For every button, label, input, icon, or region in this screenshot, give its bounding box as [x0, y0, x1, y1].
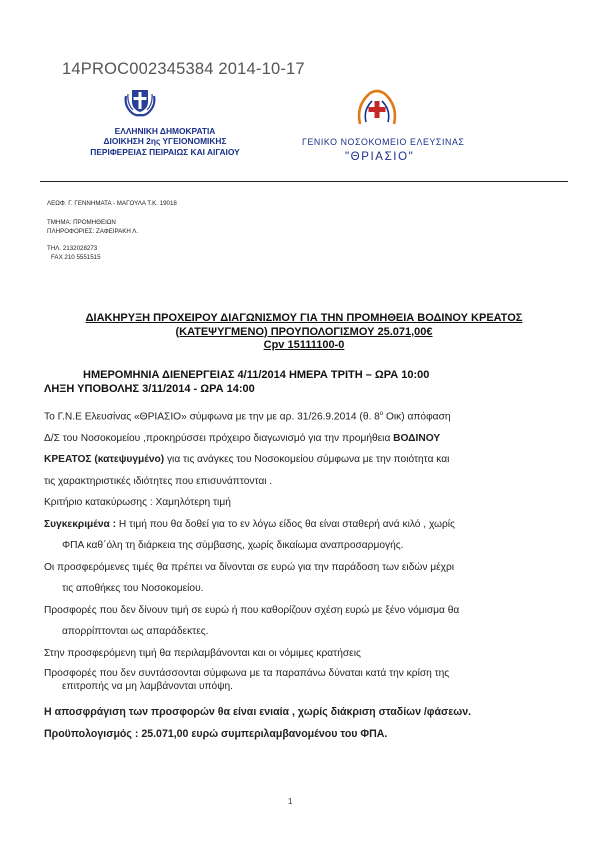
paragraph-criterion: Κριτήριο κατακύρωσης : Χαμηλότερη τιμή: [44, 497, 231, 509]
department-line: ΤΜΗΜΑ: ΠΡΟΜΗΘΕΙΩΝ: [47, 219, 116, 226]
paragraph-compliance: Προσφορές που δεν συντάσσονται σύμφωνα με τα παραπάνω δύναται κατά την κρίση της: [44, 668, 450, 680]
text: για τις ανάγκες του Νοσοκομείου σύμφωνα με την ποιότητα και: [164, 454, 450, 466]
text-bold: Συγκεκριμένα :: [44, 518, 117, 530]
superscript: ο: [379, 411, 384, 417]
title-line-2: (ΚΑΤΕΨΥΓΜΕΝΟ) ΠΡΟΥΠΟΛΟΓΙΣΜΟΥ 25.071,00€: [175, 325, 433, 338]
paragraph-prices-cont: τις αποθήκες του Νοσοκομείου.: [62, 583, 204, 595]
hellenic-emblem-icon: [122, 82, 158, 118]
submission-deadline: ΛΗΞΗ ΥΠΟΒΟΛΗΣ 3/11/2014 - ΩΡΑ 14:00: [44, 383, 255, 395]
header-divider: [40, 181, 568, 182]
paragraph-attached: τις χαρακτηριστικές ιδιότητες που επισυνάπτονται .: [44, 475, 273, 487]
paragraph-specifics-cont: ΦΠΑ καθ΄όλη τη διάρκεια της σύμβασης, χωρίς δικαίωμα αναπροσαρμογής.: [62, 540, 404, 552]
title-line-1: ΔΙΑΚΗΡΥΞΗ ΠΡΟΧΕΙΡΟΥ ΔΙΑΓΩΝΙΣΜΟΥ ΓΙΑ ΤΗΝ ΠΡΟΜΗΘΕΙΑ ΒΟΔΙΝΟΥ ΚΡΕΑΤΟΣ: [85, 312, 523, 324]
contest-date: ΗΜΕΡΟΜΗΝΙΑ ΔΙΕΝΕΡΓΕΙΑΣ 4/11/2014 ΗΜΕΡΑ ΤΡΙΤΗ – ΩΡΑ 10:00: [83, 369, 430, 381]
paragraph-product: [44, 449, 564, 471]
page-number: 1: [288, 797, 293, 806]
info-line: ΠΛΗΡΟΦΟΡΙΕΣ: ΖΑΦΕΙΡΑΚΗ Λ.: [47, 228, 139, 235]
header-line-1: ΕΛΛΗΝΙΚΗ ΔΗΜΟΚΡΑΤΙΑ: [114, 126, 216, 136]
hospital-logo-icon: [352, 88, 402, 128]
paragraph-compliance-cont: επιτροπής να μη λαμβάνονται υπόψη.: [62, 681, 233, 693]
text: Η τιμή που θα δοθεί για το εν λόγω είδος θα είναι σταθερή ανά κιλό , χωρίς: [116, 518, 455, 530]
header-line-2: ΔΙΟΙΚΗΣΗ 2ης ΥΓΕΙΟΝΟΜΙΚΗΣ: [103, 136, 227, 147]
fax-line: FAX 210 5551515: [51, 254, 101, 261]
paragraph-budget: Προϋπολογισμός : 25.071,00 ευρώ συμπεριλαμβανομένου του ΦΠΑ.: [44, 727, 388, 740]
paragraph-specifics: [44, 514, 564, 536]
paragraph-withholdings: Στην προσφερόμενη τιμή θα περιλαμβάνονται και οι νόμιμες κρατήσεις: [44, 647, 361, 659]
title-line-3: Cpv 15111100-0: [263, 339, 345, 351]
paragraph-decision: [44, 404, 564, 428]
paragraph-currency: Προσφορές που δεν δίνουν τιμή σε ευρώ ή που καθορίζουν σχέση ευρώ με ξένο νόμισμα θα: [44, 604, 460, 616]
text-bold: ΚΡΕΑΤΟΣ (κατεψυγμένο): [44, 454, 165, 466]
text: Οικ) απόφαση: [383, 411, 451, 423]
header-line-3: ΠΕΡΙΦΕΡΕΙΑΣ ΠΕΙΡΑΙΩΣ ΚΑΙ ΑΙΓΑΙΟΥ: [90, 146, 240, 157]
paragraph-announce: [44, 428, 564, 450]
paragraph-opening: Η αποσφράγιση των προσφορών θα είναι ενιαία , χωρίς διάκριση σταδίων /φάσεων.: [44, 706, 472, 719]
hospital-name: ΓΕΝΙΚΟ ΝΟΣΟΚΟΜΕΙΟ ΕΛΕΥΣΙΝΑΣ: [302, 137, 465, 147]
ministry-header: [84, 126, 246, 157]
address-line: ΛΕΩΦ. Γ. ΓΕΝΝΗΜΑΤΑ - ΜΑΓΟΥΛΑ Τ.Κ. 19018: [47, 200, 177, 207]
notice-body: [44, 404, 564, 745]
text: Το Γ.Ν.Ε Ελευσίνας «ΘΡΙΑΣΙΟ» σύμφωνα με την με αρ. 31/26.9.2014 (θ. 8: [44, 411, 380, 423]
text-bold: ΒΟΔΙΝΟΥ: [393, 432, 441, 444]
text: Δ/Σ του Νοσοκομείου ,προκηρύσσει πρόχειρο διαγωνισμό για την προμήθεια: [44, 432, 394, 444]
notice-title: [40, 312, 568, 353]
paragraph-prices: Οι προσφερόμενες τιμές θα πρέπει να δίνονται σε ευρώ για την παράδοση των ειδών μέχρι: [44, 561, 455, 573]
paragraph-currency-cont: απορρίπτονται ως απαράδεκτες.: [62, 626, 209, 638]
phone-line: ΤΗΛ. 2132028273: [47, 245, 98, 252]
hospital-short-name: "ΘΡΙΑΣΙΟ": [345, 151, 415, 163]
document-reference: 14PROC002345384 2014-10-17: [62, 60, 305, 78]
